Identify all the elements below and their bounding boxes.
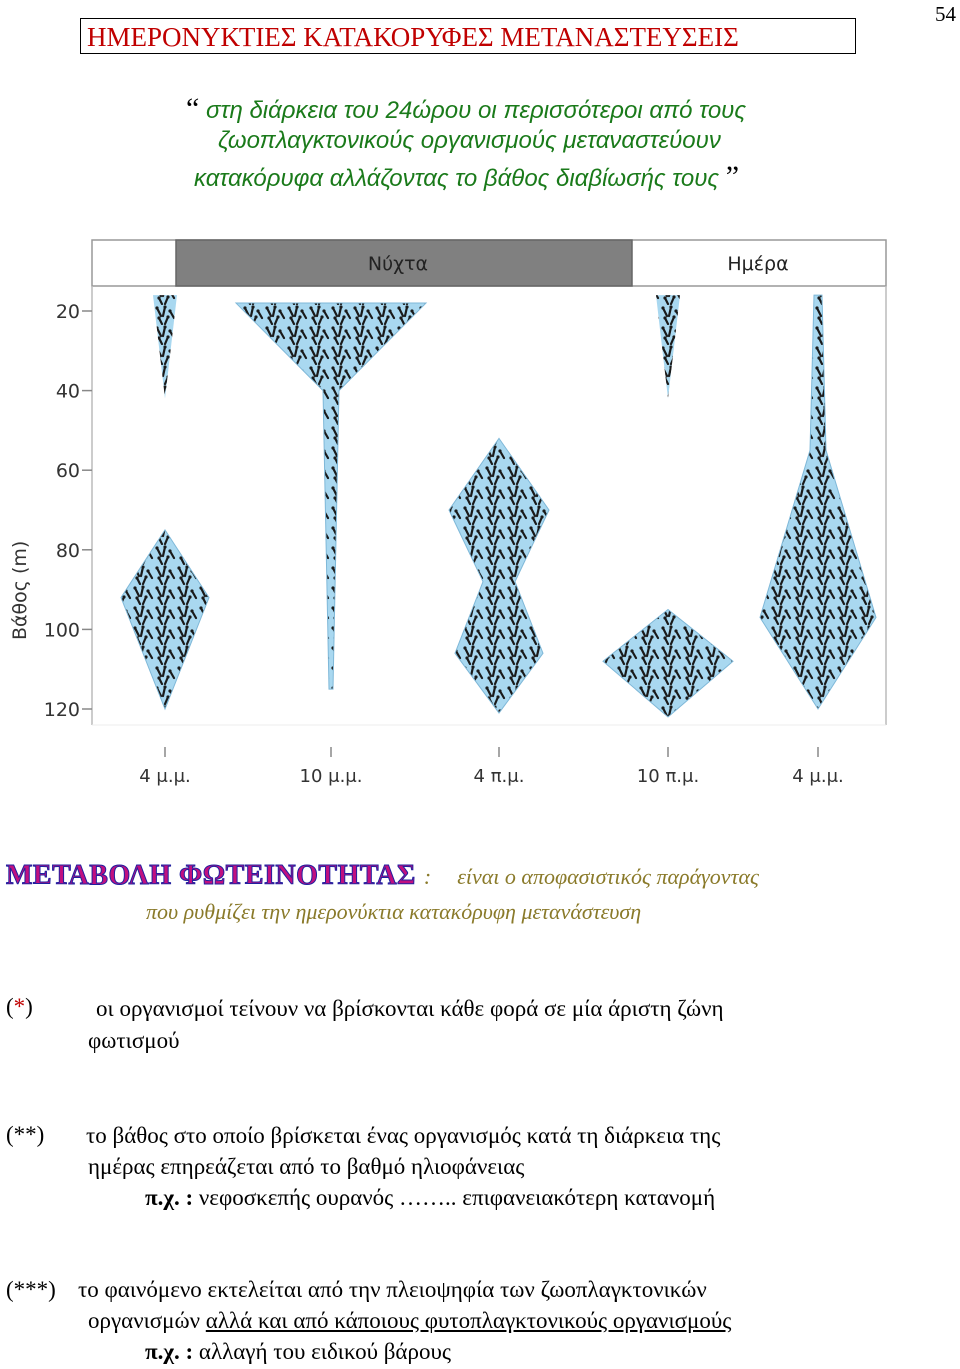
x-tick-label: 10 π.μ.	[636, 766, 700, 787]
y-tick-label: 100	[43, 619, 80, 642]
quote-line-3	[194, 160, 739, 194]
distribution-shape	[760, 295, 876, 709]
y-tick-label: 80	[55, 539, 80, 562]
light-heading: ΜΕΤΑΒΟΛΗ ΦΩΤΕΙΝΟΤΗΤΑΣ	[6, 860, 416, 891]
y-tick-label: 40	[55, 380, 80, 403]
note3-text-2a: οργανισμών	[88, 1308, 201, 1333]
note2-line-1: το βάθος στο οποίο βρίσκεται ένας οργανισμός κατά τη διάρκεια της	[86, 1123, 721, 1148]
close-quote-mark: ”	[725, 160, 740, 193]
note2-text-3a: νεφοσκεπής ουρανός	[198, 1185, 394, 1210]
distribution-shape	[121, 530, 209, 709]
quote-text-3: κατακόρυφα αλλάζοντας το βάθος διαβίωσής τους	[194, 165, 720, 192]
note3-mark: (***)	[6, 1277, 56, 1302]
note1-open: (	[6, 994, 14, 1019]
x-tick-label: 4 μ.μ.	[139, 766, 191, 787]
distribution-shape	[603, 610, 733, 717]
day-band-label: Ημέρα	[727, 253, 789, 275]
note1-line-1: οι οργανισμοί τείνουν να βρίσκονται κάθε φορά σε μία άριστη ζώνη	[96, 996, 724, 1021]
y-tick-label: 60	[55, 460, 80, 483]
quote-text-2: ζωοπλαγκτονικούς οργανισμούς μεταναστεύουν	[218, 127, 721, 154]
note3-line-1: το φαινόμενο εκτελείται από την πλειοψηφία των ζωοπλαγκτονικών	[78, 1277, 707, 1302]
note2-line-2: ημέρας επηρεάζεται από το βαθμό ηλιοφάνειας	[88, 1154, 525, 1179]
note2-mark: (**)	[6, 1122, 45, 1147]
note2-eg: π.χ. :	[145, 1185, 194, 1210]
x-tick-label: 4 μ.μ.	[792, 766, 844, 787]
distribution-shape	[449, 438, 549, 713]
quote-line-1	[186, 92, 746, 126]
page-title: ΗΜΕΡΟΝΥΚΤΙΕΣ ΚΑΤΑΚΟΡΥΦΕΣ ΜΕΤΑΝΑΣΤΕΥΣΕΙΣ	[80, 18, 856, 54]
note3-text-3: αλλαγή του ειδικού βάρους	[198, 1339, 451, 1364]
open-quote-mark: “	[186, 92, 200, 125]
distribution-shape	[236, 303, 426, 689]
note2-line-3	[145, 1185, 715, 1211]
light-text-1: είναι ο αποφασιστικός παράγοντας	[457, 864, 759, 889]
note1-close: )	[25, 994, 33, 1019]
note3-line-2	[88, 1308, 731, 1334]
note1-mark	[6, 994, 33, 1020]
light-text-2: που ρυθμίζει την ημερονύκτια κατακόρυφη μετανάστευση	[146, 899, 642, 924]
note3-line-3	[145, 1339, 451, 1365]
y-tick-label: 20	[55, 301, 80, 323]
page-number: 54	[935, 2, 956, 26]
note2-text-3b: επιφανειακότερη κατανομή	[462, 1185, 716, 1210]
migration-chart	[0, 225, 960, 805]
y-tick-label: 120	[43, 699, 80, 721]
note3-eg: π.χ. :	[145, 1339, 194, 1364]
note1-star: *	[13, 994, 26, 1019]
y-axis-label: Βάθος (m)	[9, 540, 31, 640]
quote-text-1: στη διάρκεια του 24ώρου οι περισσότεροι από τους	[206, 97, 747, 124]
x-tick-label: 10 μ.μ.	[299, 766, 363, 787]
light-colon: :	[423, 864, 432, 889]
surface-wedge	[153, 295, 177, 398]
night-band-label: Νύχτα	[367, 253, 429, 275]
note3-text-2b: αλλά και από κάποιους φυτοπλαγκτονικούς οργανισμούς	[205, 1308, 732, 1333]
light-heading-row	[6, 860, 759, 892]
note2-dots: ……..	[399, 1185, 457, 1210]
x-tick-label: 4 π.μ.	[473, 766, 525, 787]
surface-wedge	[656, 295, 680, 398]
note1-line-2: φωτισμού	[88, 1028, 180, 1053]
